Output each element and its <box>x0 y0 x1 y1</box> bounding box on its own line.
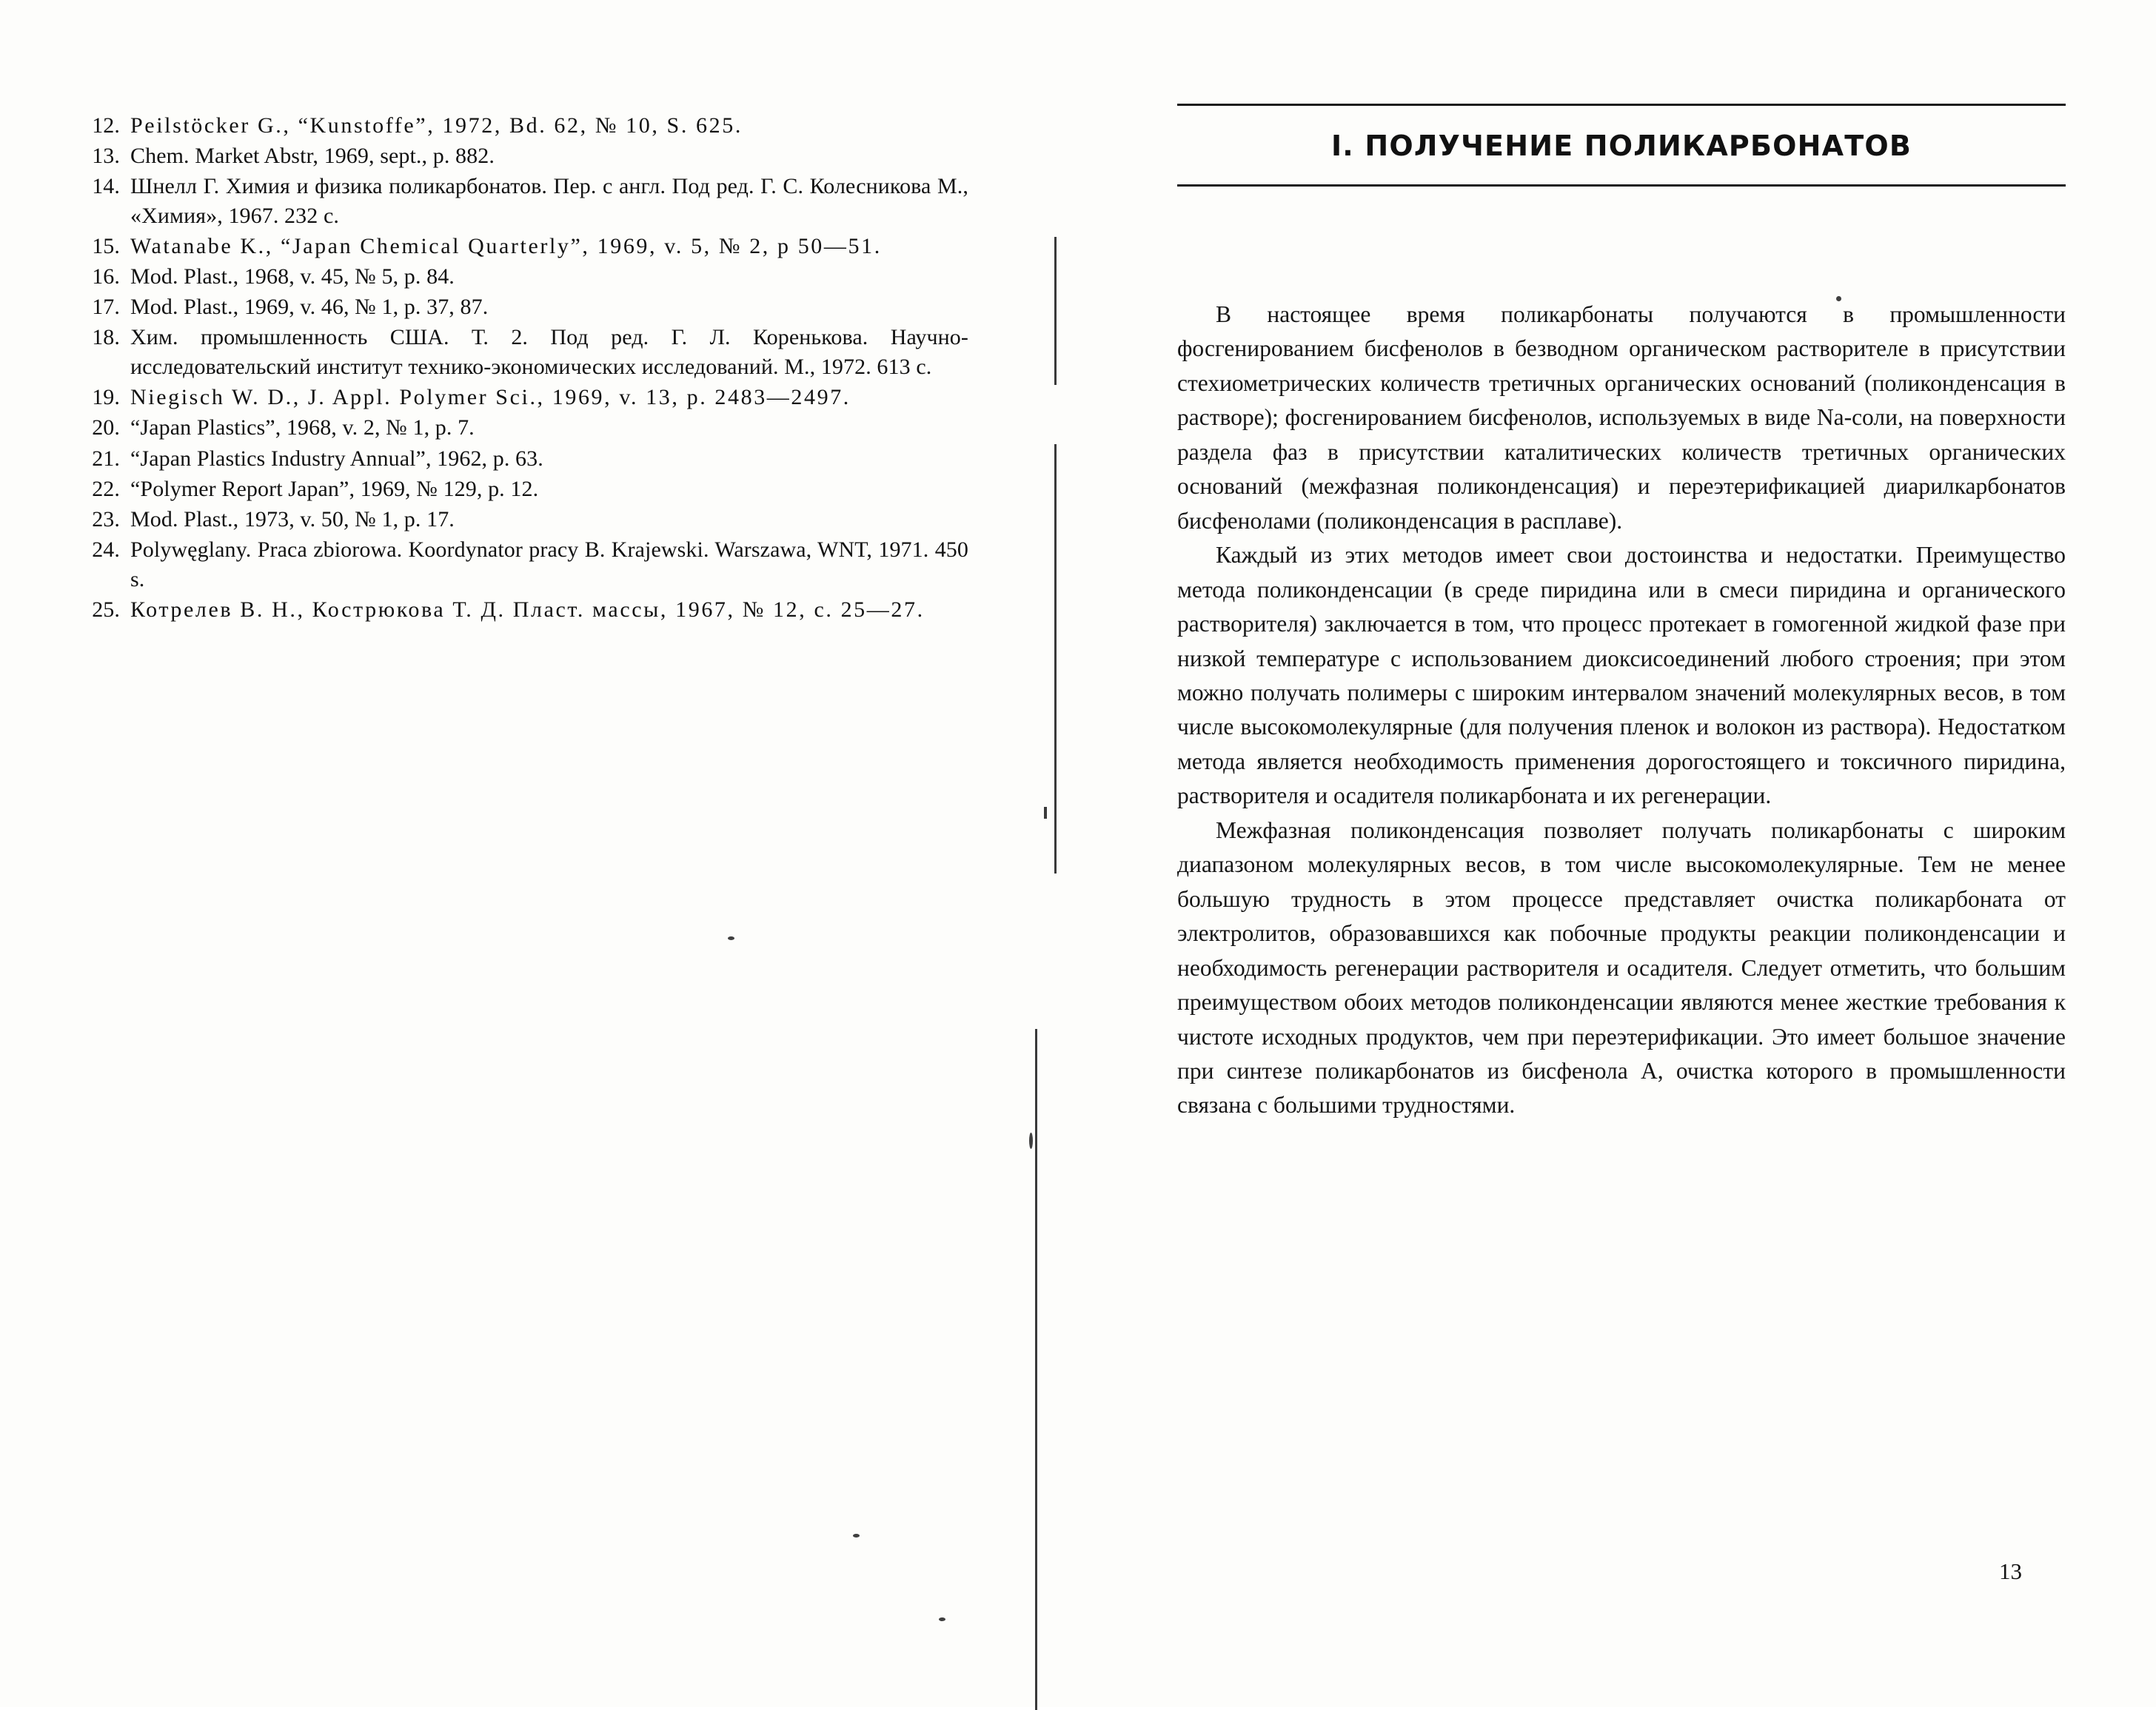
paragraph: Каждый из этих методов имеет свои достоинства и недостатки. Преимущество метода поликонденсации (в среде пиридина или в смеси пиридина и органического растворителя) заключается в том, что процесс протекает в гомогенной жидкой фазе при низкой температуре с использованием диоксисоединений любого строения; при этом можно получать полимеры с широким интервалом значений молекулярных весов, в том числе высокомолекулярные (для получения пленок и волокон из раствора). Недостатком метода является необходимость применения дорогостоящего и токсичного пиридина, растворителя и осадителя поликарбоната и их регенерации. <box>1177 542 2066 809</box>
list-item <box>87 292 968 322</box>
reference-number: 13. <box>92 144 120 169</box>
scan-speck <box>728 936 734 940</box>
body-text <box>1177 298 2066 1123</box>
paragraph: В настоящее время поликарбонаты получаются в промышленности фосгенированием бисфенолов в безводном органическом растворителе в присутствии стехиометрических количеств третичных органических оснований (поликонденсация в растворе); фосгенированием бисфенолов, используемых в виде Na-соли, на поверхности раздела фаз в присутствии каталитических количеств третичных органических оснований (межфазная поликонденсация) и переэтерификацией диарилкарбонатов бисфенолами (поликонденсация в расплаве). <box>1177 301 2066 534</box>
page-number: 13 <box>1999 1558 2022 1584</box>
reference-text: Chem. Market Abstr, 1969, sept., p. 882. <box>130 144 495 169</box>
chapter-column <box>1177 104 2066 1123</box>
reference-number: 15. <box>92 234 120 259</box>
list-item <box>87 413 968 443</box>
reference-text: Хим. промышленность США. Т. 2. Под ред. Г. Л. Коренькова. Научно-исследовательский институт технико-экономических исследований. М., 1972. 613 с. <box>130 325 968 380</box>
page-title: I. ПОЛУЧЕНИЕ ПОЛИКАРБОНАТОВ <box>1330 130 1912 162</box>
reference-number: 25. <box>92 597 120 622</box>
list-item <box>87 232 968 261</box>
reference-text: “Japan Plastics Industry Annual”, 1962, p. 63. <box>130 446 543 471</box>
scan-speck <box>853 1534 860 1538</box>
list-item <box>87 172 968 231</box>
gutter-mark <box>1035 1029 1037 1710</box>
reference-number: 14. <box>92 174 120 199</box>
reference-list <box>87 111 968 625</box>
reference-text: Mod. Plast., 1973, v. 50, № 1, p. 17. <box>130 506 455 532</box>
list-item <box>87 141 968 171</box>
reference-text: Котрелев В. Н., Кострюкова Т. Д. Пласт. массы, 1967, № 12, с. 25—27. <box>130 597 925 622</box>
gutter-mark <box>1054 444 1057 874</box>
list-item <box>87 505 968 534</box>
rule-bottom <box>1177 184 2066 187</box>
reference-number: 23. <box>92 506 120 532</box>
list-item <box>87 262 968 292</box>
scan-speck <box>1029 1133 1033 1149</box>
reference-text: Шнелл Г. Химия и физика поликарбонатов. Пер. с англ. Под ред. Г. С. Колесникова М., «Химия», 1967. 232 с. <box>130 174 968 229</box>
reference-text: Mod. Plast., 1969, v. 46, № 1, p. 37, 87. <box>130 295 489 320</box>
reference-text: Watanabe K., “Japan Chemical Quarterly”, 1969, v. 5, № 2, p 50—51. <box>130 234 882 259</box>
list-item <box>87 475 968 504</box>
scan-speck <box>939 1617 945 1621</box>
list-item <box>87 111 968 141</box>
reference-text: Peilstöcker G., “Kunstoffe”, 1972, Bd. 62, № 10, S. 625. <box>130 113 743 138</box>
reference-number: 24. <box>92 537 120 562</box>
reference-text: Polywęglany. Praca zbiorowa. Koordynator pracy B. Krajewski. Warszawa, WNT, 1971. 450 s. <box>130 537 968 591</box>
reference-text: Niegisch W. D., J. Appl. Polymer Sci., 1969, v. 13, p. 2483—2497. <box>130 385 851 410</box>
paragraph: Межфазная поликонденсация позволяет получать поликарбонаты с широким диапазоном молекулярных весов, в том числе высокомолекулярные. Тем не менее большую трудность в этом процессе представляет очистка поликарбоната от электролитов, образовавшихся как побочные продукты реакции поликонденсации и необходимость регенерации растворителя и осадителя. Следует отметить, что большим преимуществом обоих методов поликонденсации являются менее жесткие требования к чистоте исходных продуктов, чем при переэтерификации. Это имеет большое значение при синтезе поликарбонатов из бисфенола А, очистка которого в промышленности связана с большими трудностями. <box>1177 817 2066 1119</box>
reference-number: 22. <box>92 476 120 501</box>
reference-text: “Japan Plastics”, 1968, v. 2, № 1, p. 7. <box>130 415 475 440</box>
list-item <box>87 383 968 412</box>
reference-number: 12. <box>92 113 120 138</box>
references-column <box>87 111 968 626</box>
reference-number: 18. <box>92 325 120 350</box>
reference-number: 19. <box>92 385 120 410</box>
list-item <box>87 323 968 382</box>
gutter-mark <box>1054 237 1057 385</box>
gutter-mark <box>1044 807 1047 819</box>
list-item <box>87 444 968 474</box>
reference-number: 21. <box>92 446 120 471</box>
list-item <box>87 535 968 594</box>
list-item <box>87 595 968 625</box>
reference-number: 20. <box>92 415 120 440</box>
reference-text: “Polymer Report Japan”, 1969, № 129, p. 12. <box>130 476 539 501</box>
reference-number: 16. <box>92 264 120 289</box>
reference-number: 17. <box>92 295 120 320</box>
reference-text: Mod. Plast., 1968, v. 45, № 5, p. 84. <box>130 264 455 289</box>
